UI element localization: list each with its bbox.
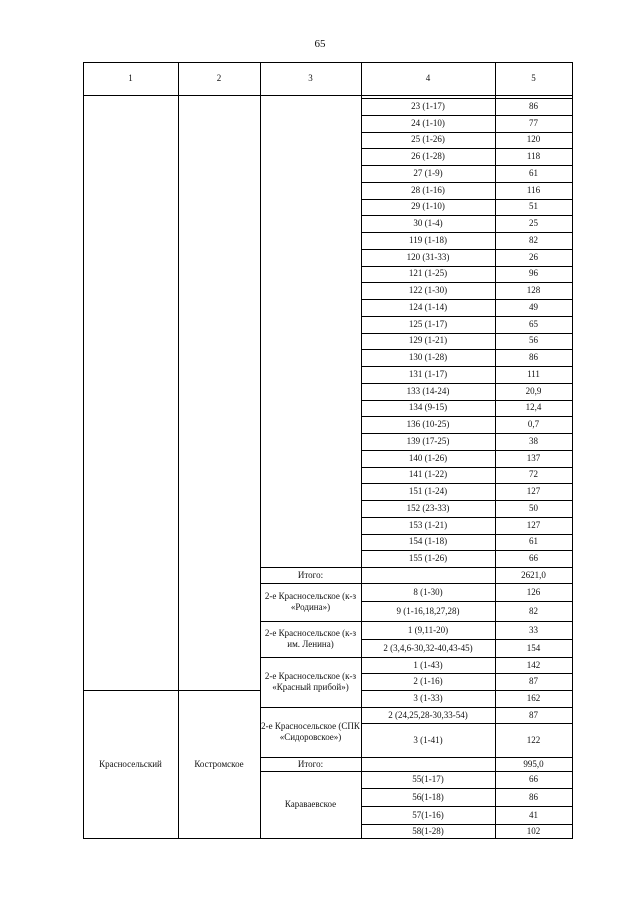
table-rule bbox=[361, 165, 573, 166]
table-rule bbox=[361, 98, 573, 99]
table-rule bbox=[361, 266, 573, 267]
total-label: Итого: bbox=[297, 569, 324, 580]
quarter-cell: 3 (1-33) bbox=[413, 693, 443, 703]
farm-name: 2-е Красносельское (к-з «Красный прибой») bbox=[264, 671, 357, 692]
table-rule bbox=[361, 673, 573, 674]
table-rule bbox=[361, 132, 573, 133]
quarter-cell: 129 (1-21) bbox=[408, 335, 448, 346]
area-cell: 86 bbox=[529, 352, 538, 363]
area-cell: 65 bbox=[529, 318, 538, 329]
area-cell: 86 bbox=[529, 100, 538, 111]
quarter-cell: 26 (1-28) bbox=[411, 151, 445, 162]
quarter-cell: 121 (1-25) bbox=[408, 268, 448, 279]
quarter-cell: 8 (1-30) bbox=[413, 586, 443, 597]
table-rule bbox=[260, 657, 573, 658]
quarter-cell: 57(1-16) bbox=[412, 809, 444, 820]
table-rule bbox=[361, 115, 573, 116]
table-rule bbox=[361, 517, 573, 518]
total-value: 995,0 bbox=[523, 758, 544, 769]
table-rule bbox=[260, 707, 573, 708]
quarter-cell: 125 (1-17) bbox=[408, 318, 448, 329]
table-rule bbox=[361, 249, 573, 250]
table-rule bbox=[260, 621, 573, 622]
area-cell: 120 bbox=[526, 134, 541, 145]
table-rule bbox=[361, 349, 573, 350]
quarter-cell: 151 (1-24) bbox=[408, 486, 448, 497]
quarter-cell: 131 (1-17) bbox=[408, 368, 448, 379]
quarter-cell: 154 (1-18) bbox=[408, 536, 448, 547]
quarter-cell: 155 (1-26) bbox=[408, 553, 448, 564]
quarter-cell: 120 (31-33) bbox=[406, 251, 450, 262]
table-rule bbox=[260, 583, 573, 584]
total-value: 2621,0 bbox=[521, 569, 546, 580]
area-cell: 122 bbox=[526, 734, 541, 745]
table-rule bbox=[361, 232, 573, 233]
table-rule bbox=[361, 500, 573, 501]
table-rule bbox=[361, 333, 573, 334]
total-label: Итого: bbox=[297, 758, 324, 769]
area-cell: 126 bbox=[526, 586, 541, 597]
table-rule bbox=[361, 148, 573, 149]
table-rule bbox=[361, 550, 573, 551]
quarter-cell: 55(1-17) bbox=[412, 774, 444, 784]
quarter-cell: 2 (24,25,28-30,33-54) bbox=[388, 709, 468, 720]
table-rule bbox=[361, 690, 573, 691]
farm-name: 2-е Красносельское (СПК «Сидоровское») bbox=[261, 721, 360, 742]
area-cell: 87 bbox=[529, 709, 538, 720]
quarter-cell: 141 (1-22) bbox=[408, 469, 448, 480]
table-rule bbox=[361, 383, 573, 384]
farm-name: 2-е Красносельское (к-з «Родина») bbox=[264, 591, 357, 612]
area-cell: 102 bbox=[526, 825, 541, 836]
column-header-3: 3 bbox=[308, 73, 313, 83]
quarter-cell: 27 (1-9) bbox=[413, 167, 443, 178]
quarter-cell: 139 (17-25) bbox=[406, 435, 450, 446]
area-cell: 66 bbox=[529, 774, 538, 784]
table-rule bbox=[83, 838, 573, 839]
area-cell: 61 bbox=[529, 536, 538, 547]
table-rule bbox=[361, 467, 573, 468]
quarter-cell: 130 (1-28) bbox=[408, 352, 448, 363]
area-cell: 127 bbox=[526, 486, 541, 497]
area-cell: 137 bbox=[526, 452, 541, 463]
column-header-1: 1 bbox=[128, 73, 133, 83]
quarter-cell: 23 (1-17) bbox=[411, 100, 445, 111]
area-cell: 127 bbox=[526, 519, 541, 530]
quarter-cell: 153 (1-21) bbox=[408, 519, 448, 530]
area-cell: 61 bbox=[529, 167, 538, 178]
farm-name: Караваевское bbox=[284, 799, 337, 809]
table-rule bbox=[361, 639, 573, 640]
quarter-cell: 136 (10-25) bbox=[406, 419, 450, 430]
table-rule bbox=[178, 62, 179, 839]
quarter-cell: 30 (1-4) bbox=[413, 218, 443, 229]
area-cell: 87 bbox=[529, 676, 538, 686]
forest-quarters-table bbox=[83, 62, 572, 838]
table-rule bbox=[83, 62, 573, 63]
quarter-cell: 124 (1-14) bbox=[408, 301, 448, 312]
table-rule bbox=[260, 567, 573, 568]
area-cell: 33 bbox=[529, 624, 538, 635]
area-cell: 41 bbox=[529, 809, 538, 820]
table-rule bbox=[83, 690, 261, 691]
area-cell: 96 bbox=[529, 268, 538, 279]
area-cell: 154 bbox=[526, 642, 541, 653]
quarter-cell: 1 (1-43) bbox=[413, 659, 443, 670]
table-rule bbox=[361, 400, 573, 401]
table-rule bbox=[361, 806, 573, 807]
page-number: 65 bbox=[314, 38, 326, 50]
district-name: Красносельский bbox=[99, 758, 162, 769]
area-cell: 116 bbox=[526, 184, 541, 195]
quarter-cell: 24 (1-10) bbox=[411, 117, 445, 128]
forestry-name: Костромское bbox=[194, 758, 244, 769]
area-cell: 82 bbox=[529, 234, 538, 245]
area-cell: 12,4 bbox=[525, 402, 542, 413]
area-cell: 56 bbox=[529, 335, 538, 346]
quarter-cell: 1 (9,11-20) bbox=[407, 624, 449, 635]
quarter-cell: 28 (1-16) bbox=[411, 184, 445, 195]
table-rule bbox=[361, 433, 573, 434]
area-cell: 142 bbox=[526, 659, 541, 670]
table-rule bbox=[361, 282, 573, 283]
area-cell: 77 bbox=[529, 117, 538, 128]
area-cell: 26 bbox=[529, 251, 538, 262]
table-rule bbox=[260, 771, 573, 772]
table-rule bbox=[361, 182, 573, 183]
area-cell: 25 bbox=[529, 218, 538, 229]
area-cell: 111 bbox=[527, 368, 540, 379]
quarter-cell: 56(1-18) bbox=[412, 791, 444, 802]
table-rule bbox=[361, 788, 573, 789]
area-cell: 51 bbox=[529, 201, 538, 212]
area-cell: 162 bbox=[526, 693, 541, 703]
table-rule bbox=[361, 316, 573, 317]
table-rule bbox=[83, 95, 573, 96]
quarter-cell: 29 (1-10) bbox=[411, 201, 445, 212]
table-rule bbox=[361, 601, 573, 602]
column-header-4: 4 bbox=[425, 73, 431, 83]
area-cell: 49 bbox=[529, 301, 538, 312]
table-rule bbox=[361, 299, 573, 300]
quarter-cell: 134 (9-15) bbox=[408, 402, 448, 413]
table-rule bbox=[361, 416, 573, 417]
quarter-cell: 152 (23-33) bbox=[406, 502, 450, 513]
table-rule bbox=[361, 366, 573, 367]
quarter-cell: 133 (14-24) bbox=[406, 385, 450, 396]
farm-name: 2-е Красносельское (к-з им. Ленина) bbox=[264, 628, 357, 649]
area-cell: 0,7 bbox=[527, 419, 540, 430]
area-cell: 38 bbox=[529, 435, 538, 446]
area-cell: 118 bbox=[526, 151, 541, 162]
table-rule bbox=[361, 450, 573, 451]
quarter-cell: 9 (1-16,18,27,28) bbox=[396, 605, 460, 616]
quarter-cell: 2 (3,4,6-30,32-40,43-45) bbox=[383, 642, 473, 653]
quarter-cell: 2 (1-16) bbox=[413, 676, 443, 686]
table-rule bbox=[361, 199, 573, 200]
table-rule bbox=[361, 483, 573, 484]
quarter-cell: 140 (1-26) bbox=[408, 452, 448, 463]
table-rule bbox=[361, 215, 573, 216]
column-header-2: 2 bbox=[216, 73, 222, 83]
area-cell: 50 bbox=[529, 502, 538, 513]
area-cell: 86 bbox=[529, 791, 538, 802]
table-rule bbox=[361, 534, 573, 535]
quarter-cell: 58(1-28) bbox=[412, 825, 444, 836]
column-header-5: 5 bbox=[531, 73, 536, 83]
table-rule bbox=[361, 723, 573, 724]
quarter-cell: 122 (1-30) bbox=[408, 285, 448, 296]
area-cell: 66 bbox=[529, 553, 538, 564]
quarter-cell: 119 (1-18) bbox=[409, 234, 447, 245]
area-cell: 20,9 bbox=[525, 385, 542, 396]
table-rule bbox=[83, 62, 84, 839]
area-cell: 128 bbox=[526, 285, 541, 296]
quarter-cell: 25 (1-26) bbox=[411, 134, 445, 145]
quarter-cell: 3 (1-41) bbox=[413, 734, 443, 745]
area-cell: 72 bbox=[529, 469, 538, 480]
area-cell: 82 bbox=[529, 605, 538, 616]
